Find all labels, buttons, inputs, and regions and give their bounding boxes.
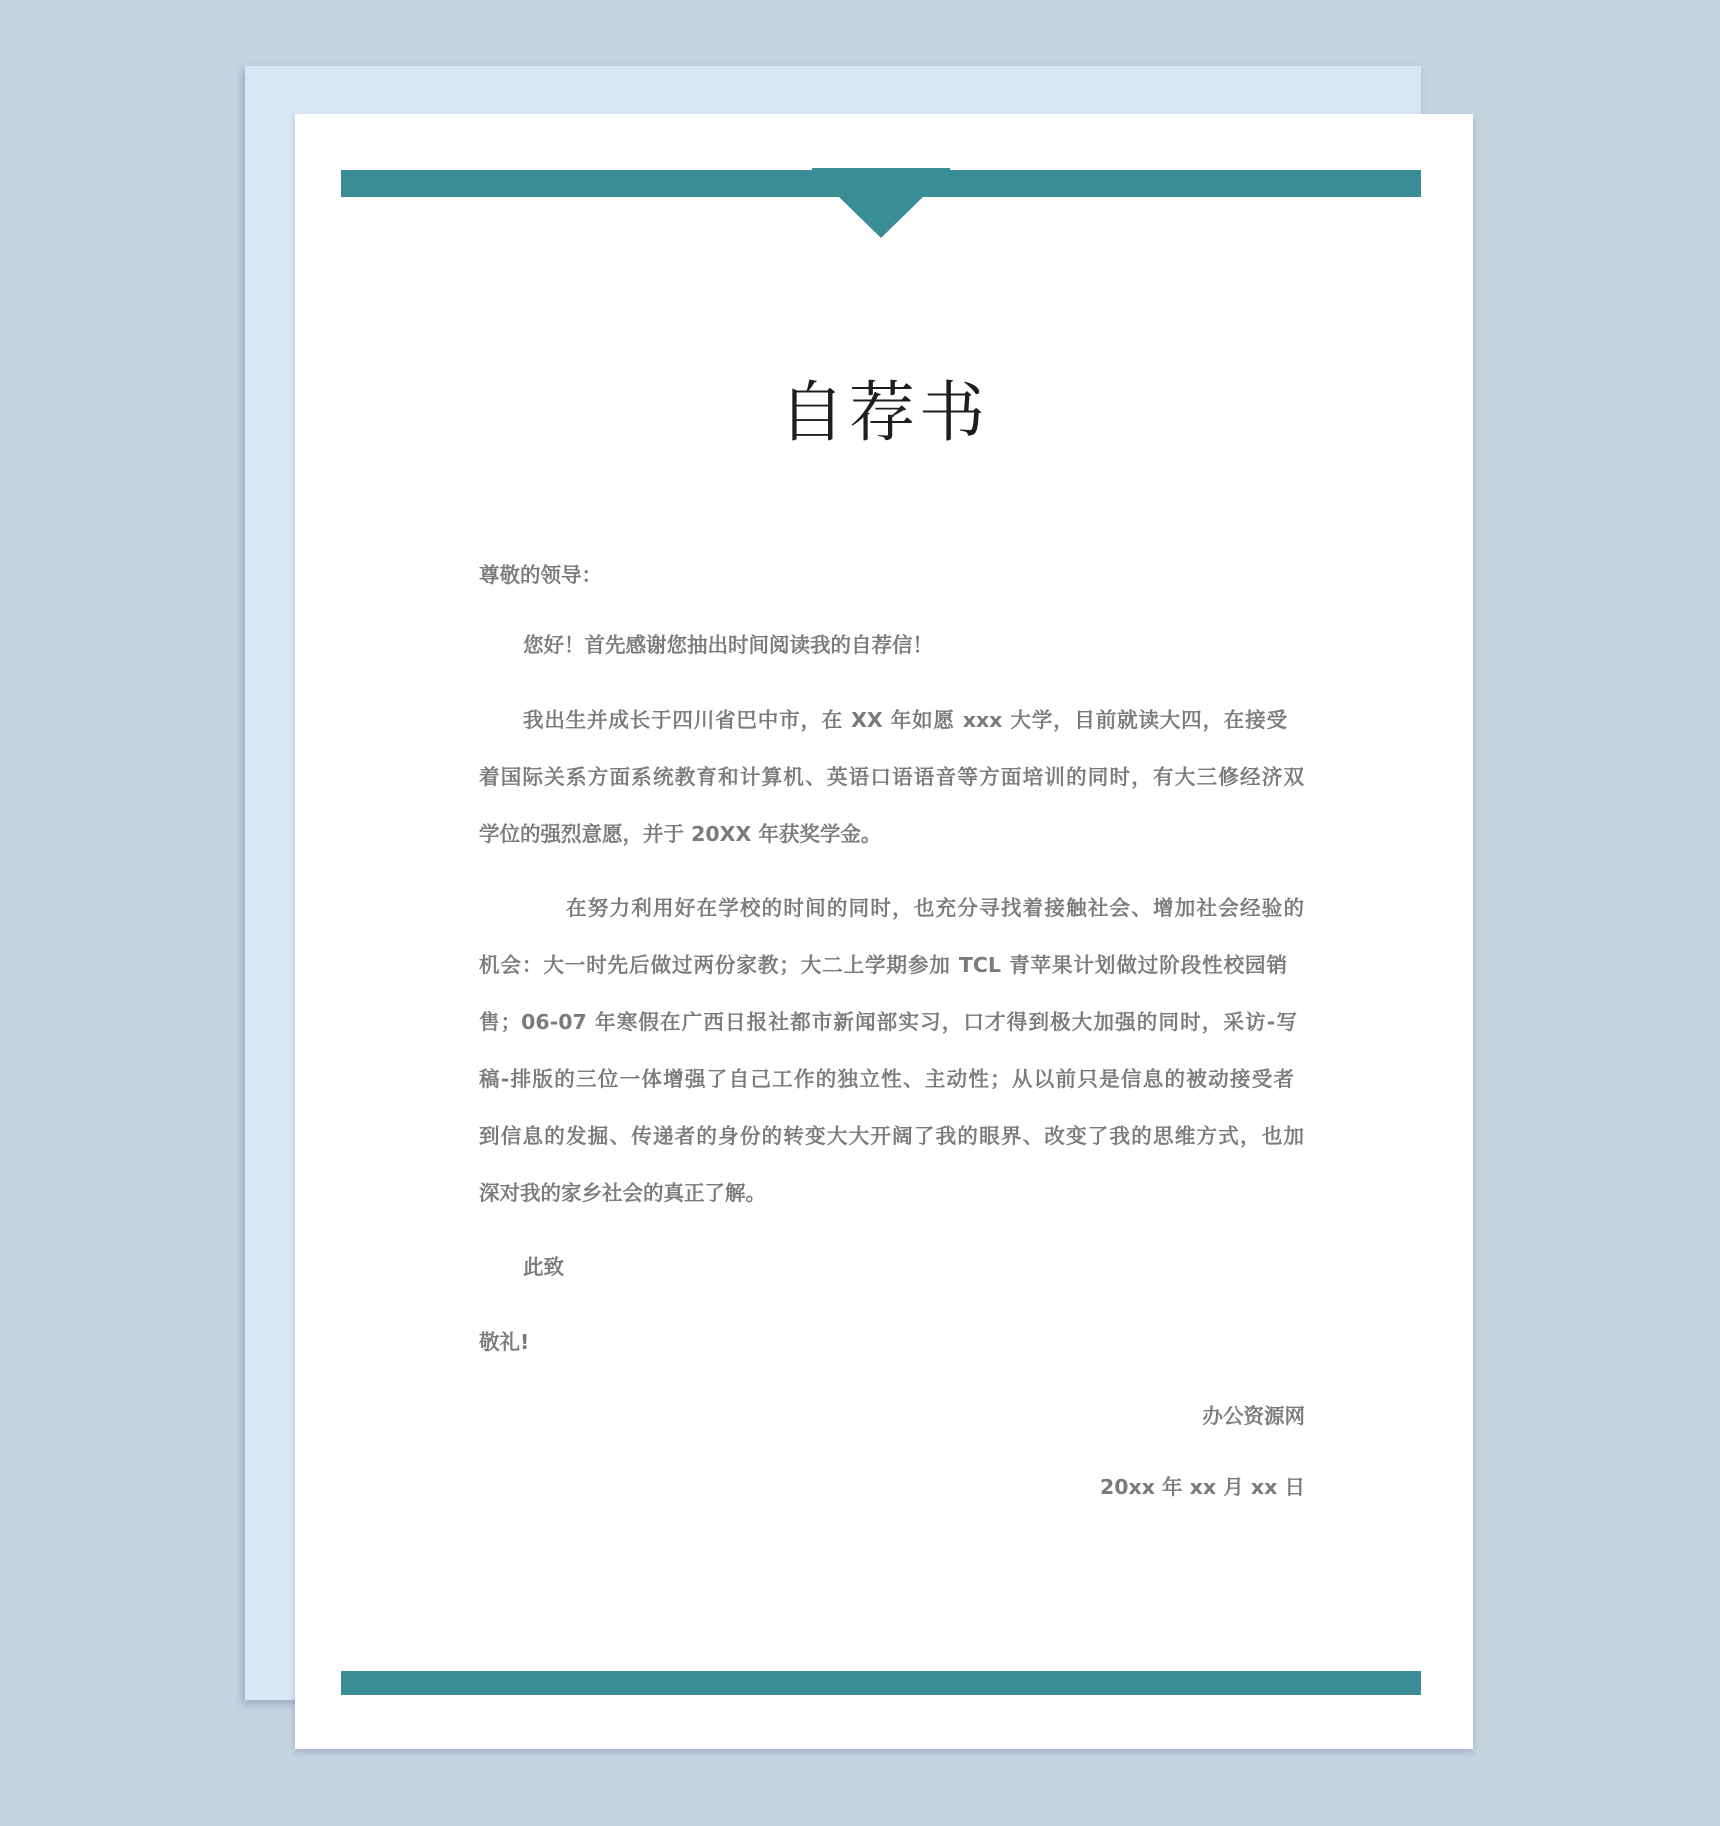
greeting: 您好！首先感谢您抽出时间阅读我的自荐信！ bbox=[523, 633, 933, 657]
top-accent-tab bbox=[812, 168, 950, 174]
paragraph-2 bbox=[479, 891, 1304, 1231]
paragraph-line: 学位的强烈意愿，并于 20XX 年获奖学金。 bbox=[479, 822, 882, 846]
paragraph-line: 机会：大一时先后做过两份家教；大二上学期参加 TCL 青苹果计划做过阶段性校园销 bbox=[479, 953, 1287, 977]
letter-page bbox=[295, 114, 1473, 1749]
top-accent-bar bbox=[341, 170, 1421, 197]
closing-line-2: 敬礼! bbox=[479, 1330, 530, 1354]
paragraph-line: 到信息的发掘、传递者的身份的转变大大开阔了我的眼界、改变了我的思维方式，也加 bbox=[479, 1124, 1304, 1148]
paragraph-line: 着国际关系方面系统教育和计算机、英语口语语音等方面培训的同时，有大三修经济双 bbox=[479, 765, 1304, 789]
paragraph-line: 深对我的家乡社会的真正了解。 bbox=[479, 1181, 766, 1205]
top-accent-triangle bbox=[838, 196, 924, 238]
bottom-accent-bar bbox=[341, 1671, 1421, 1695]
paragraph-line: 售；06-07 年寒假在广西日报社都市新闻部实习，口才得到极大加强的同时，采访-写 bbox=[479, 1010, 1297, 1034]
paragraph-1 bbox=[479, 703, 1304, 883]
paragraph-line: 在努力利用好在学校的时间的同时，也充分寻找着接触社会、增加社会经验的 bbox=[566, 896, 1304, 920]
paragraph-line: 稿-排版的三位一体增强了自己工作的独立性、主动性；从以前只是信息的被动接受者 bbox=[479, 1067, 1294, 1091]
salutation: 尊敬的领导： bbox=[479, 563, 602, 587]
page-title: 自荐书 bbox=[779, 374, 989, 451]
signature: 办公资源网 bbox=[1202, 1404, 1305, 1428]
date: 20xx 年 xx 月 xx 日 bbox=[1099, 1475, 1305, 1499]
closing-line-1: 此致 bbox=[523, 1255, 564, 1279]
paragraph-line: 我出生并成长于四川省巴中市，在 XX 年如愿 xxx 大学，目前就读大四，在接受 bbox=[523, 708, 1287, 732]
